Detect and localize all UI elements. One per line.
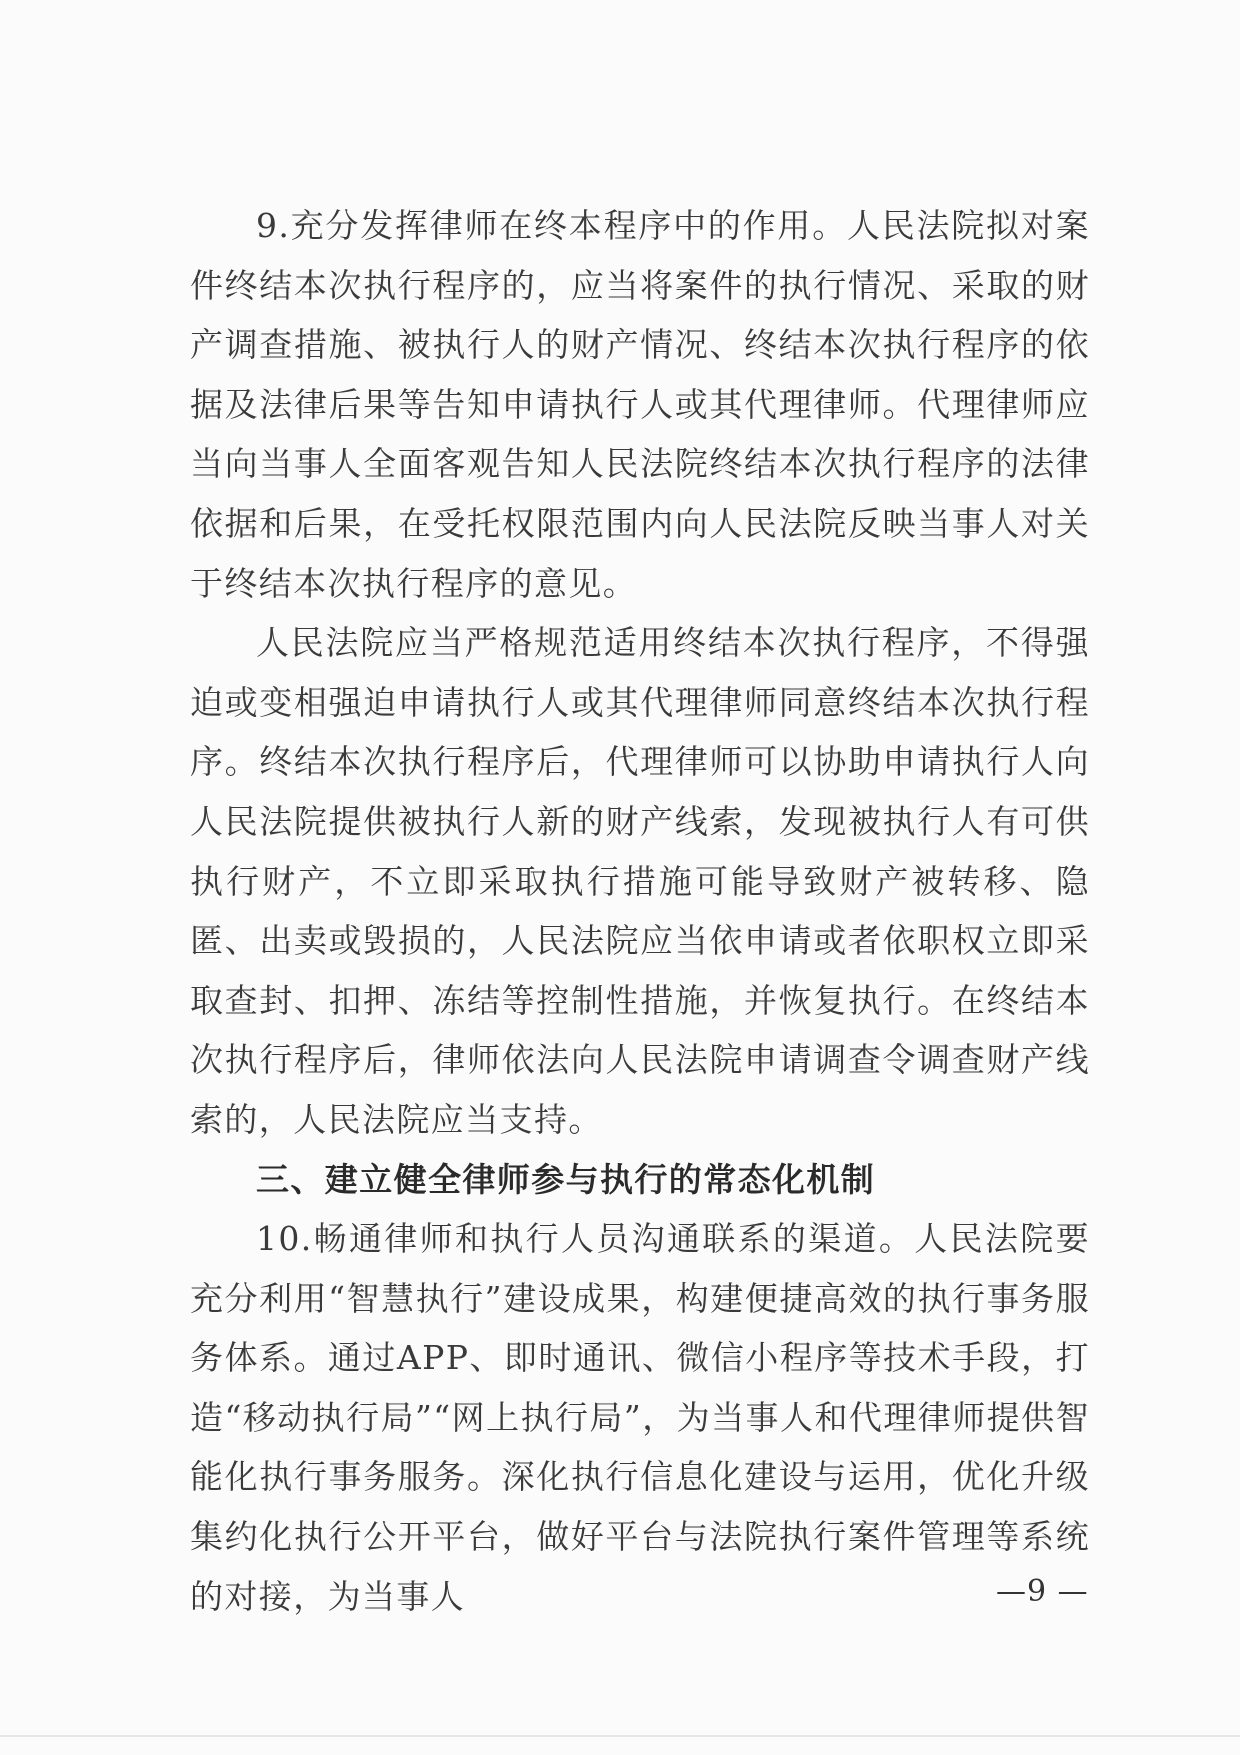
- section-heading: 三、建立健全律师参与执行的常态化机制: [256, 1159, 876, 1199]
- paragraph-article-9: 9.充分发挥律师在终本程序中的作用。人民法院拟对案件终结本次执行程序的，应当将案件的执行情况、采取的财产调查措施、被执行人的财产情况、终结本次执行程序的依据及法律后果等告知申请执行人或其代理律师。代理律师应当向当事人全面客观告知人民法院终结本次执行程序的法律依据和后果，在受托权限范围内向人民法院反映当事人对关于终结本次执行程序的意见。: [190, 206, 1090, 603]
- paragraph-article-9-continued: 人民法院应当严格规范适用终结本次执行程序，不得强迫或变相强迫申请执行人或其代理律师同意终结本次执行程序。终结本次执行程序后，代理律师可以协助申请执行人向人民法院提供被执行人新的财产线索，发现被执行人有可供执行财产，不立即采取执行措施可能导致财产被转移、隐匿、出卖或毁损的，人民法院应当依申请或者依职权立即采取查封、扣押、冻结等控制性措施，并恢复执行。在终结本次执行程序后，律师依法向人民法院申请调查令调查财产线索的，人民法院应当支持。: [190, 623, 1090, 1139]
- scan-edge: [0, 1735, 1240, 1737]
- paragraph-article-10: 10.畅通律师和执行人员沟通联系的渠道。人民法院要充分利用“智慧执行”建设成果，构建便捷高效的执行事务服务体系。通过APP、即时通讯、微信小程序等技术手段，打造“移动执行局”“网上执行局”，为当事人和代理律师提供智能化执行事务服务。深化执行信息化建设与运用，优化升级集约化执行公开平台，做好平台与法院执行案件管理等系统的对接，为当事人: [190, 1219, 1090, 1616]
- body-text: [190, 196, 1090, 1626]
- page-number: —9 —: [996, 1574, 1089, 1609]
